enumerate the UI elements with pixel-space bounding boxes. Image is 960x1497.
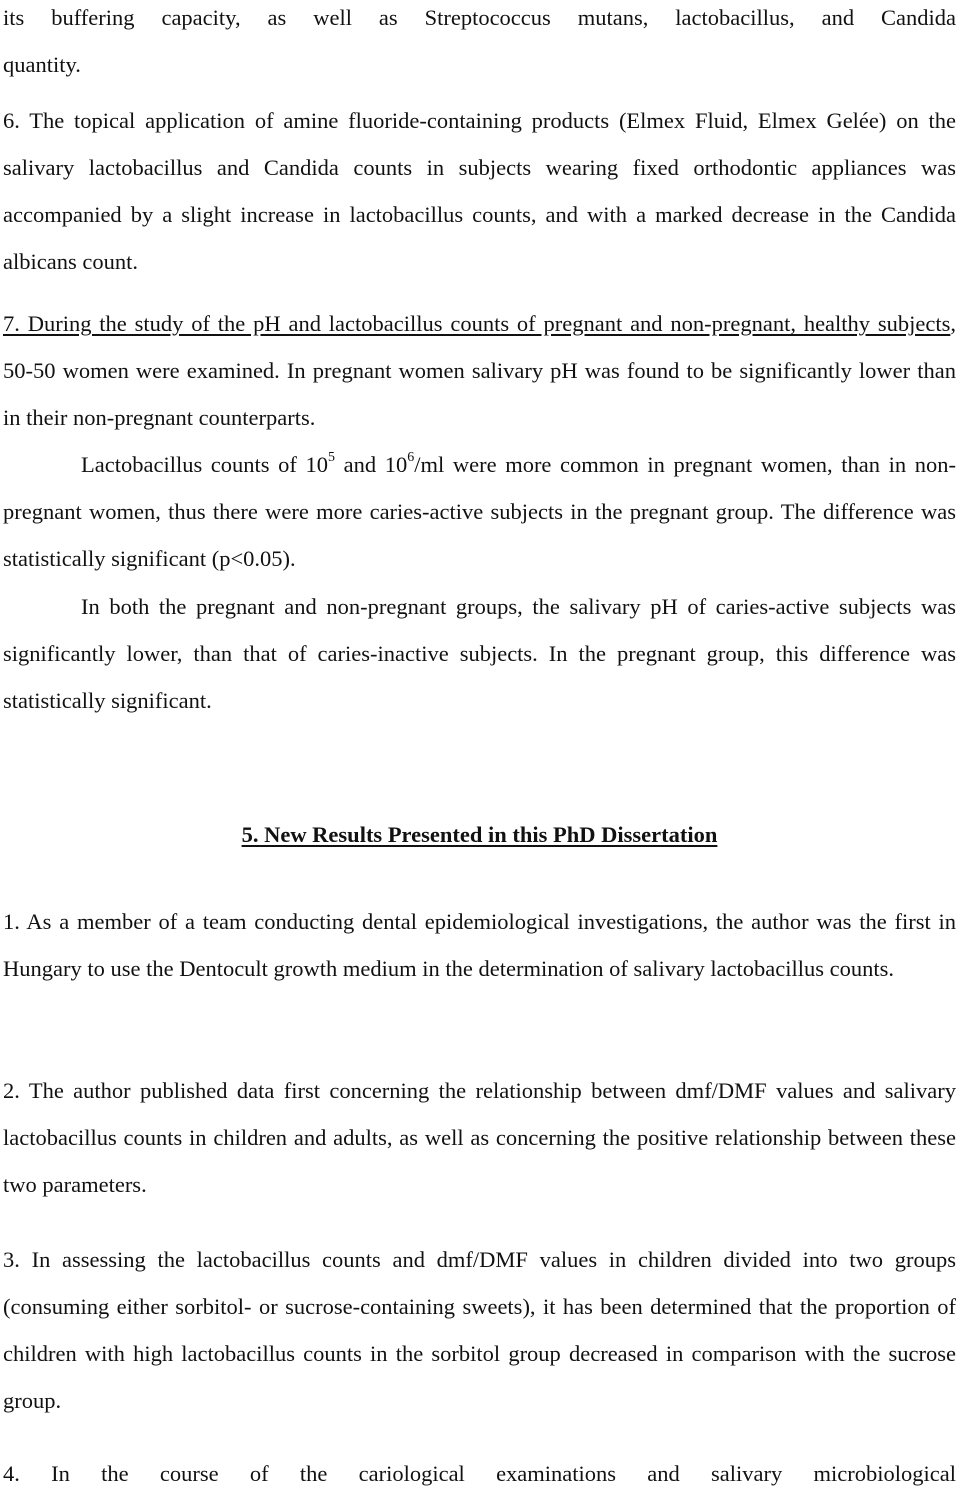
finding-6: 6. The topical application of amine fluoride-containing products (Elmex Fluid, Elmex Gelée) on the salivary lactobacillus and Candida counts in subjects wearing fixed orthodontic appliances was accompanied by a slight increase in lactobacillus counts, and with a marked decrease in the Candida albicans count. [3, 108, 956, 274]
finding-7-rest: , 50-50 women were examined. In pregnant women salivary pH was found to be significantly lower than in their non-pregnant counterparts. [3, 311, 956, 430]
result-2: 2. The author published data first concerning the relationship between dmf/DMF values and salivary lactobacillus counts in children and adults, as well as concerning the positive relationship between these two parameters. [3, 1078, 956, 1197]
section-heading-text: 5. New Results Presented in this PhD Dissertation [241, 822, 718, 847]
continuation-line: its buffering capacity, as well as Streptococcus mutans, lactobacillus, and Candida [3, 5, 956, 30]
result-3: 3. In assessing the lactobacillus counts and dmf/DMF values in children divided into two groups (consuming either sorbitol- or sucrose-containing sweets), it has been determined that the proportion of children with high lactobacillus counts in the sorbitol group decreased in comparison with the sucrose group. [3, 1247, 956, 1413]
result-4: 4. In the course of the cariological examinations and salivary microbiological [3, 1461, 956, 1486]
both-groups-paragraph: In both the pregnant and non-pregnant groups, the salivary pH of caries-active subjects was significantly lower, than that of caries-inactive subjects. In the pregnant group, this difference was statistically significant. [3, 594, 956, 713]
finding-7 [3, 300, 956, 441]
lactobacillus-paragraph [3, 441, 956, 582]
section-heading [3, 811, 956, 858]
lacto-text-b: and 10 [335, 452, 408, 477]
exponent-5: 5 [328, 449, 336, 465]
finding-7-underlined: 7. During the study of the pH and lactobacillus counts of pregnant and non-pregnant, healthy subjects [3, 311, 951, 336]
result-1: 1. As a member of a team conducting dental epidemiological investigations, the author was the first in Hungary to use the Dentocult growth medium in the determination of salivary lactobacillus counts. [3, 909, 956, 981]
lacto-text-c: /ml were more common in pregnant women, than in non-pregnant women, thus there were more caries-active subjects in the pregnant group. The difference was statistically significant (p<0.05). [3, 452, 956, 571]
paragraph-continuation [3, 0, 956, 88]
continuation-end: quantity. [3, 52, 81, 77]
lacto-text-a: Lactobacillus counts of 10 [81, 452, 329, 477]
exponent-6: 6 [407, 449, 415, 465]
